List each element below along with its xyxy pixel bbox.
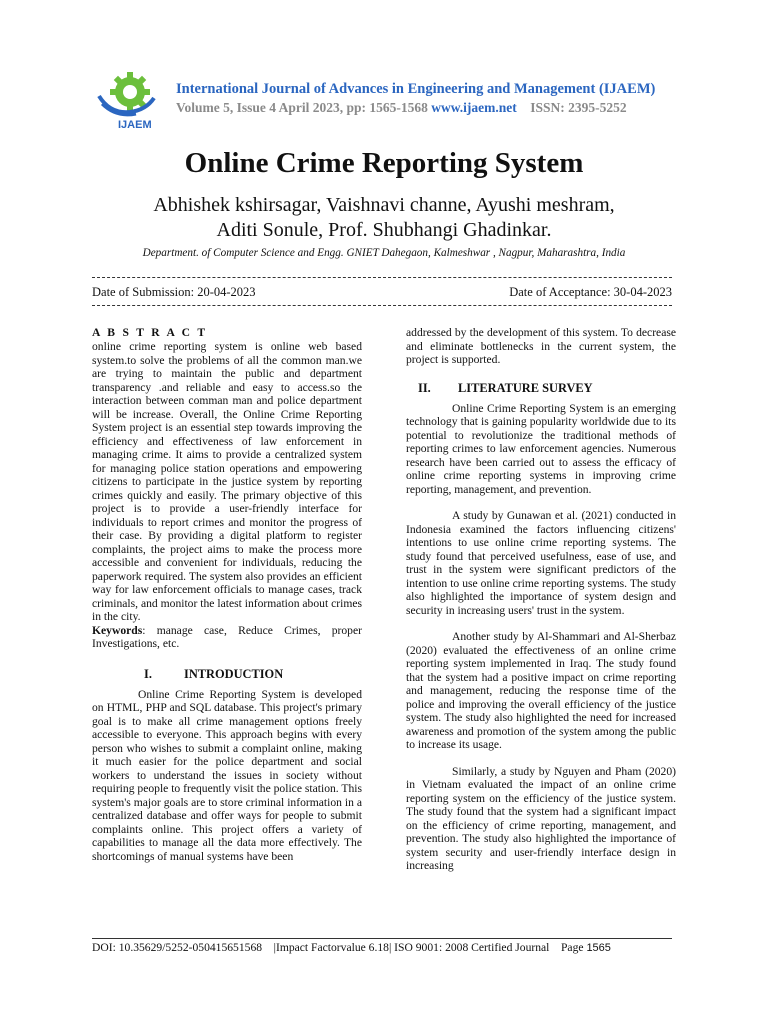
divider-top xyxy=(92,277,672,278)
department-affiliation: Department. of Computer Science and Engg. GNIET Dahegaon, Kalmeshwar , Nagpur, Maharashtra, India xyxy=(142,247,626,259)
page-footer xyxy=(92,941,692,955)
journal-meta xyxy=(176,99,696,117)
introduction-text: Online Crime Reporting System is developed on HTML, PHP and SQL database. This project's primary goal is to make all crime management options freely accessible to everyone. This approach begins with every person who wishes to submit a complaint online, making it much easier for the police department and social workers to understand the issues in society without requiring people to frequently visit the police station. This system's major goals are to store criminal information in a centralized database and offer ways for people to submit complaints online. This project offers a variety of capabilities to manage all the data more effectively. The shortcomings of manual systems have been xyxy=(92,687,362,863)
authors-line-2: Aditi Sonule, Prof. Shubhangi Ghadinkar. xyxy=(216,219,552,241)
paper-title: Online Crime Reporting System xyxy=(184,147,584,179)
introduction-title: INTRODUCTION xyxy=(184,666,284,681)
date-acceptance: Date of Acceptance: 30-04-2023 xyxy=(509,285,672,299)
introduction-continued: addressed by the development of this system. To decrease and eliminate bottlenecks in the current system, the project is supported. xyxy=(406,326,676,366)
introduction-heading xyxy=(92,667,362,682)
footer-page-number: 1565 xyxy=(586,942,611,954)
journal-volume: Volume 5, Issue 4 April 2023, pp: 1565-1568 xyxy=(176,100,428,115)
footer-page-label: Page xyxy=(560,941,584,954)
footer-divider xyxy=(92,938,672,939)
paper-authors xyxy=(60,193,708,243)
footer-doi: DOI: 10.35629/5252-050415651568 xyxy=(92,941,263,954)
journal-website-link[interactable]: www.ijaem.net xyxy=(431,100,517,115)
journal-issn: ISSN: 2395-5252 xyxy=(530,100,627,115)
footer-impact: |Impact Factorvalue 6.18| ISO 9001: 2008 Certified Journal xyxy=(273,941,550,954)
abstract-heading: A B S T R A C T xyxy=(92,326,208,339)
ijaem-logo-icon xyxy=(96,68,160,130)
keywords xyxy=(92,624,362,651)
journal-name: International Journal of Advances in Engineering and Management (IJAEM) xyxy=(176,81,656,97)
keywords-text: : manage case, Reduce Crimes, proper Investigations, etc. xyxy=(92,623,362,650)
literature-title: LITERATURE SURVEY xyxy=(458,380,593,395)
date-submission: Date of Submission: 20-04-2023 xyxy=(92,285,256,299)
abstract-text: online crime reporting system is online web based system.to solve the problems of all the common man.we are trying to maintain the public and department transparency .and reliable and easy to access.so the interaction between comman man and police department will be increase. Overall, the Online Crime Reporting System project is an essential step towards improving the efficiency and effectiveness of law enforcement in managing crime. It aims to provide a centralized system for managing police station operations and empowering citizens to participate in the justice system by reporting crimes quickly and easily. The primary objective of this project is to provide a user-friendly interface for individuals to report crimes and monitor the progress of their case. By providing a digital platform to register complaints, the project aims to make the process more accessible and convenient for individuals, reducing the paperwork required. The system also provides an efficient way for law enforcement officials to manage cases, track criminals, and monitor the latest information about crimes in the city. xyxy=(92,340,362,623)
literature-paragraph-3: Another study by Al-Shammari and Al-Sherbaz (2020) evaluated the effectiveness of an online crime reporting system implemented in Iraq. The study found that the system had a positive impact on crime reporting and management, reducing the response time of the police and improving the overall efficiency of the justice system. The study also highlighted the need for increased awareness and promotion of the system among the public to increase its usage. xyxy=(406,630,676,751)
literature-paragraph-4: Similarly, a study by Nguyen and Pham (2020) in Vietnam evaluated the impact of an online crime reporting system on the efficiency of the justice system. The study found that the system had a significant impact on the efficiency of crime reporting, management, and prevention. The study also highlighted the importance of system security and user-friendly interface design in increasing xyxy=(406,764,676,872)
authors-line-1: Abhishek kshirsagar, Vaishnavi channe, Ayushi meshram, xyxy=(153,194,615,216)
literature-paragraph-1: Online Crime Reporting System is an emerging technology that is gaining popularity worldwide due to its potential to revolutionize the traditional methods of reporting crimes to law enforcement agencies. Numerous research have been carried out to assess the efficacy of online crime reporting systems in improving crime reporting, management, and prevention. xyxy=(406,401,676,496)
journal-header xyxy=(176,80,696,117)
divider-bottom xyxy=(92,305,672,306)
literature-number: II. xyxy=(418,380,431,395)
column-right xyxy=(406,326,676,873)
logo-text: IJAEM xyxy=(118,119,152,130)
literature-heading xyxy=(406,381,676,396)
keywords-label: Keywords xyxy=(92,623,143,637)
introduction-number: I. xyxy=(144,666,152,681)
literature-paragraph-2: A study by Gunawan et al. (2021) conducted in Indonesia examined the factors influencing citizens' intentions to use online crime reporting systems. The study found that perceived usefulness, ease of use, and trust in the system were significant predictors of the intention to use online crime reporting systems. The study also highlighted the importance of system design and security in increasing users' trust in the system. xyxy=(406,509,676,617)
column-left xyxy=(92,326,362,863)
